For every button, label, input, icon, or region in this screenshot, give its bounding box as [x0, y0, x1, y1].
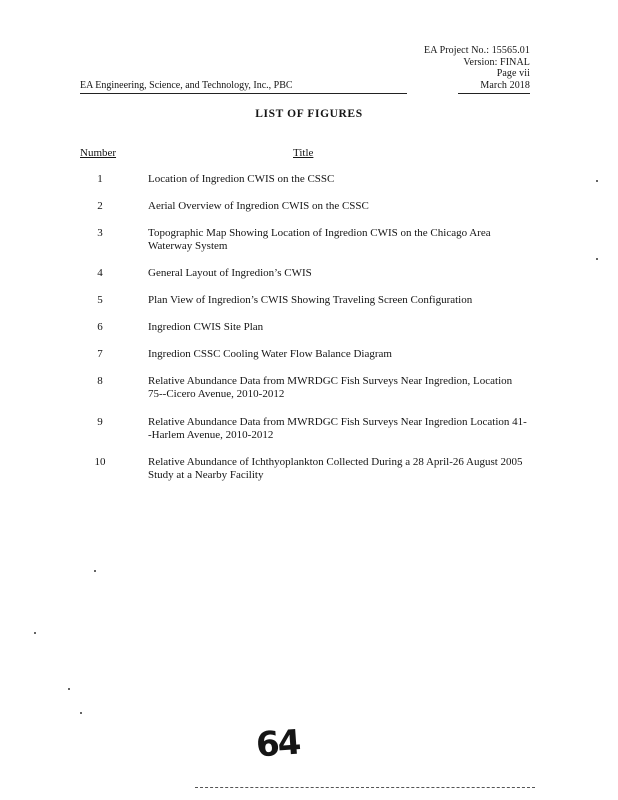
header-right-block	[424, 45, 530, 91]
figure-number: 4	[97, 267, 103, 279]
project-number: EA Project No.: 15565.01	[423, 45, 530, 56]
scan-speck	[80, 712, 82, 714]
handwritten-page-number: 64	[254, 722, 301, 766]
column-header-number: Number	[80, 147, 117, 159]
version: Version: FINAL	[463, 56, 530, 68]
page-number: Page vii	[496, 68, 530, 79]
figure-number: 1	[97, 173, 103, 185]
figure-title: Ingredion CWIS Site Plan	[148, 321, 264, 333]
figure-title: Relative Abundance Data from MWRDGC Fish Surveys Near Ingredion, Location 75--Cicero Avenue, 2010-2012	[148, 375, 513, 400]
figure-title: Plan View of Ingredion’s CWIS Showing Traveling Screen Configuration	[148, 294, 473, 306]
figure-title: Ingredion CSSC Cooling Water Flow Balance Diagram	[148, 348, 392, 360]
figure-title: General Layout of Ingredion’s CWIS	[148, 267, 312, 279]
scan-speck	[596, 258, 598, 260]
figure-number: 5	[97, 294, 103, 306]
figure-number: 10	[94, 456, 106, 468]
figure-number: 9	[97, 416, 103, 428]
figure-number: 2	[97, 200, 103, 212]
column-header-title: Title	[293, 147, 314, 159]
company-name: EA Engineering, Science, and Technology, Inc., PBC	[80, 80, 293, 91]
figure-title: Relative Abundance Data from MWRDGC Fish Surveys Near Ingredion Location 41--Harlem Avenue, 2010-2012	[148, 416, 527, 441]
scan-speck	[68, 688, 70, 690]
figure-title: Relative Abundance of Ichthyoplankton Collected During a 28 April-26 August 2005 Study at a Nearby Facility	[148, 456, 523, 481]
figure-number: 7	[97, 348, 103, 360]
figure-number: 6	[97, 321, 103, 333]
date: March 2018	[480, 79, 530, 91]
page-title: LIST OF FIGURES	[255, 108, 363, 120]
figure-title: Location of Ingredion CWIS on the CSSC	[148, 173, 335, 185]
scan-speck	[34, 632, 36, 634]
figure-title: Topographic Map Showing Location of Ingredion CWIS on the Chicago Area Waterway System	[148, 227, 491, 252]
figure-title: Aerial Overview of Ingredion CWIS on the CSSC	[148, 200, 369, 212]
header-rule-right	[458, 93, 530, 94]
scan-speck	[596, 180, 598, 182]
scan-speck	[94, 570, 96, 572]
figure-number: 8	[97, 375, 103, 387]
figure-number: 3	[97, 227, 103, 239]
header-rule	[80, 93, 407, 94]
scan-footer-noise	[195, 787, 535, 790]
